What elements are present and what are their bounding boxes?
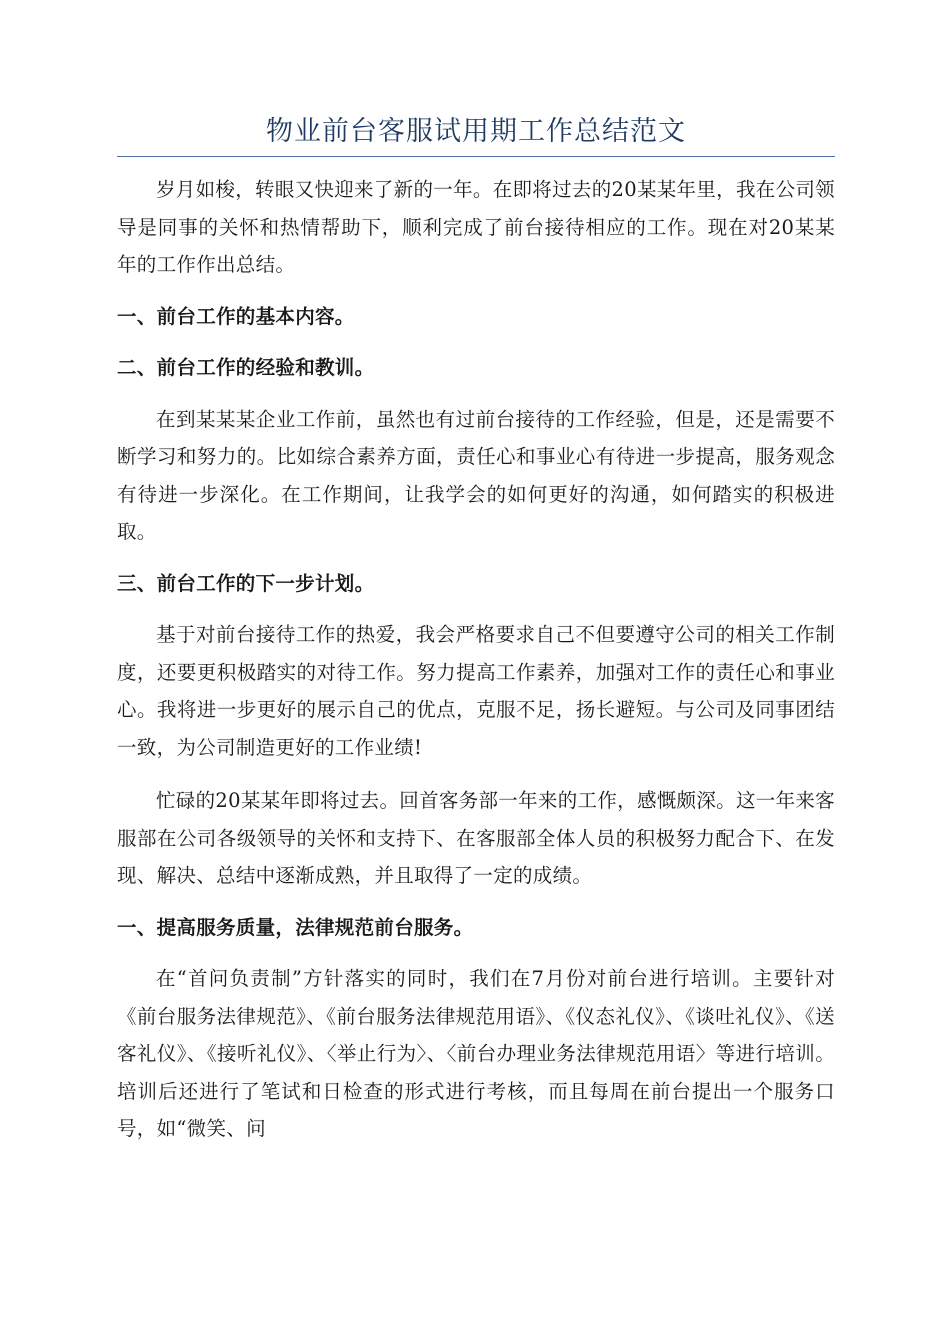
section-heading-1: 一、前台工作的基本内容。	[117, 304, 355, 328]
paragraph-experience: 在到某某某企业工作前，虽然也有过前台接待的工作经验，但是，还是需要不断学习和努力的。比如综合素养方面，责任心和事业心有待进一步提高，服务观念有待进一步深化。在工作期间，让我学会的如何更好的沟通，如何踏实的积极进取。	[117, 407, 835, 543]
paragraph-training: 在“首问负责制”方针落实的同时，我们在7月份对前台进行培训。主要针对《前台服务法律规范》、《前台服务法律规范用语》、《仪态礼仪》、《谈吐礼仪》、《送客礼仪》、《接听礼仪》、〈举止行为〉、〈前台办理业务法律规范用语〉等进行培训。培训后还进行了笔试和日检查的形式进行考核，而且每周在前台提出一个服务口号，如“微笑、问	[117, 967, 835, 1140]
section-heading-4: 一、提高服务质量，法律规范前台服务。	[117, 915, 474, 939]
document-title: 物业前台客服试用期工作总结范文	[117, 112, 835, 157]
paragraph-plan: 基于对前台接待工作的热爱，我会严格要求自己不但要遵守公司的相关工作制度，还要更积极踏实的对待工作。努力提高工作素养，加强对工作的责任心和事业心。我将进一步更好的展示自己的优点，克服不足，扬长避短。与公司及同事团结一致，为公司制造更好的工作业绩!	[117, 623, 835, 759]
paragraph-intro: 岁月如梭，转眼又快迎来了新的一年。在即将过去的20某某年里，我在公司领导是同事的关怀和热情帮助下，顺利完成了前台接待相应的工作。现在对20某某年的工作作出总结。	[117, 178, 835, 276]
section-heading-3: 三、前台工作的下一步计划。	[117, 571, 375, 595]
spacer	[117, 157, 835, 171]
section-heading-2: 二、前台工作的经验和教训。	[117, 356, 375, 379]
document-page	[117, 112, 835, 1148]
paragraph-review: 忙碌的20某某年即将过去。回首客务部一年来的工作，感慨颇深。这一年来客服部在公司各级领导的关怀和支持下、在客服部全体人员的积极努力配合下、在发现、解决、总结中逐渐成熟，并且取得了一定的成绩。	[117, 789, 835, 887]
